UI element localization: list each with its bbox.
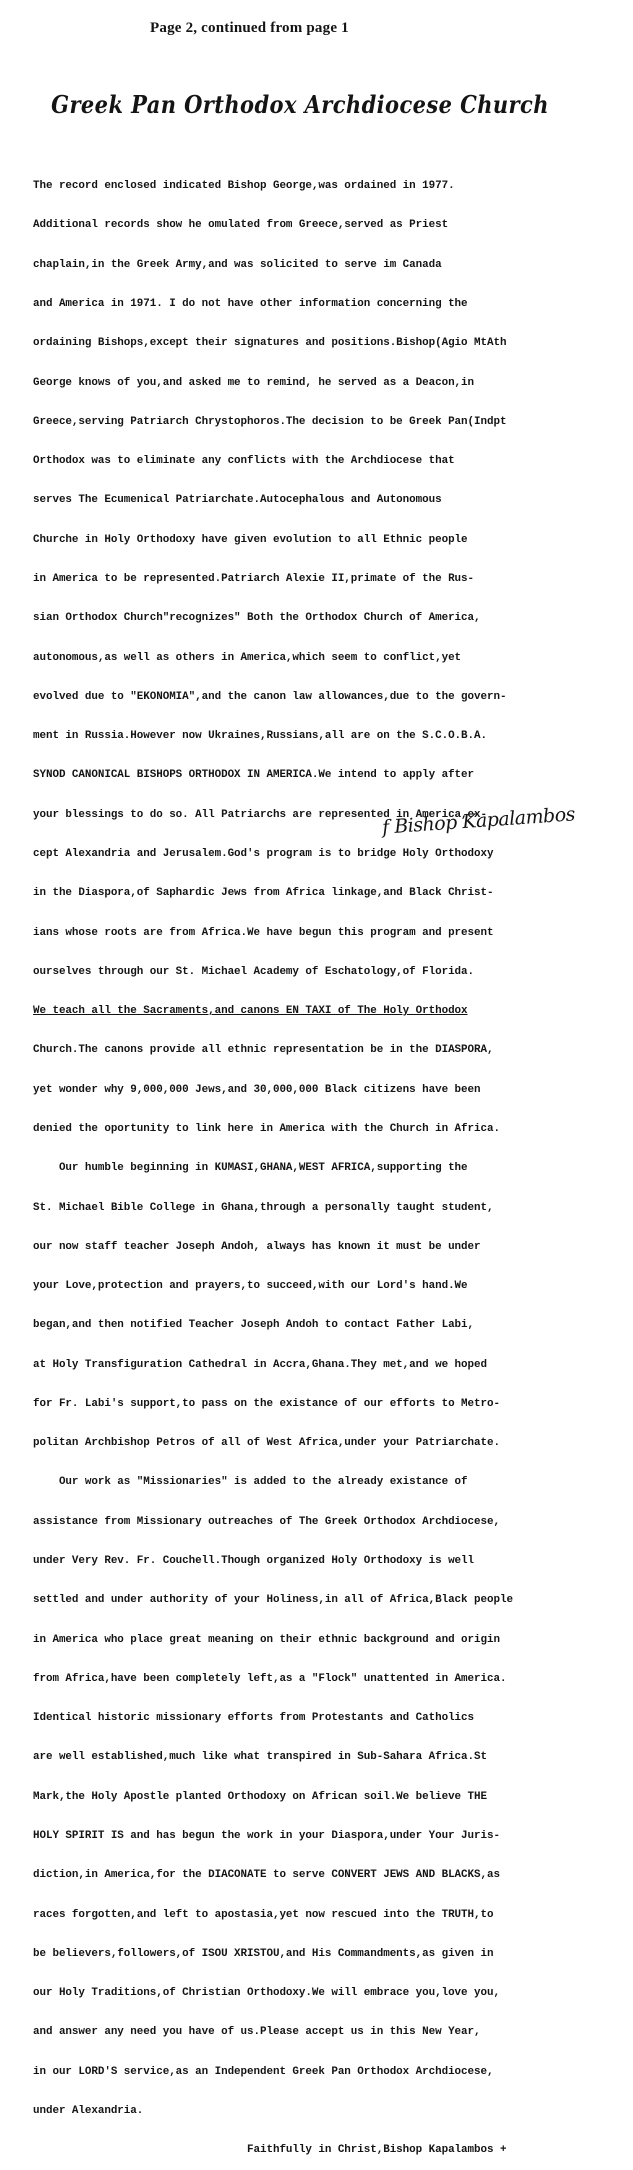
letter-line: St. Michael Bible College in Ghana,through a personally taught student, [33,1201,494,1214]
letter-line: George knows of you,and asked me to remind, he served as a Deacon,in [33,376,475,389]
letter-line: settled and under authority of your Holiness,in all of Africa,Black people [33,1594,513,1607]
letter-line: in the Diaspora,of Saphardic Jews from Africa linkage,and Black Christ- [33,887,494,900]
letter-line: ment in Russia.However now Ukraines,Russians,all are on the S.C.O.B.A. [33,730,487,743]
letter-line: politan Archbishop Petros of all of West Africa,under your Patriarchate. [33,1437,500,1450]
letter-line: at Holy Transfiguration Cathedral in Accra,Ghana.They met,and we hoped [33,1358,487,1371]
letter-line: SYNOD CANONICAL BISHOPS ORTHODOX IN AMERICA.We intend to apply after [33,769,475,782]
letter-line: cept Alexandria and Jerusalem.God's program is to bridge Holy Orthodoxy [33,847,494,860]
letter-line: serves The Ecumenical Patriarchate.Autocephalous and Autonomous [33,494,442,507]
letter-line: our now staff teacher Joseph Andoh, always has known it must be under [33,1240,481,1253]
letter-line: Additional records show he omulated from Greece,served as Priest [33,219,449,232]
letter-line: Churche in Holy Orthodoxy have given evolution to all Ethnic people [33,533,468,546]
letter-line: ordaining Bishops,except their signatures and positions.Bishop(Agio MtAth [33,337,507,350]
letter-line: for Fr. Labi's support,to pass on the existance of our efforts to Metro- [33,1397,500,1410]
letter-line: in our LORD'S service,as an Independent Greek Pan Orthodox Archdiocese, [33,2065,494,2078]
page-continuation-heading: Page 2, continued from page 1 [150,20,349,36]
letter-line: Orthodox was to eliminate any conflicts with the Archdiocese that [33,455,455,468]
handwritten-signature: f Bishop Kapalambos [381,803,576,839]
document-title: Greek Pan Orthodox Archdiocese Church [51,90,549,119]
letter-line: yet wonder why 9,000,000 Jews,and 30,000,000 Black citizens have been [33,1083,481,1096]
letter-line: Church.The canons provide all ethnic representation be in the DIASPORA, [33,1044,494,1057]
letter-line: diction,in America,for the DIACONATE to serve CONVERT JEWS AND BLACKS,as [33,1869,500,1882]
letter-line: Our work as "Missionaries" is added to the already existance of [33,1476,468,1489]
letter-line: under Very Rev. Fr. Couchell.Though organized Holy Orthodoxy is well [33,1555,475,1568]
letter-line: chaplain,in the Greek Army,and was solicited to serve im Canada [33,258,442,271]
letter-line: under Alexandria. [33,2104,144,2117]
letter-line: HOLY SPIRIT IS and has begun the work in your Diaspora,under Your Juris- [33,1830,500,1842]
letter-line: and answer any need you have of us.Please accept us in this New Year, [33,2026,481,2039]
letter-line: races forgotten,and left to apostasia,yet now rescued into the TRUTH,to [33,1908,494,1921]
closing-line: Faithfully in Christ,Bishop Kapalambos + [33,2144,507,2157]
letter-line: in America who place great meaning on their ethnic background and origin [33,1633,500,1646]
letter-line: evolved due to "EKONOMIA",and the canon law allowances,due to the govern- [33,690,507,703]
letter-line-underlined: We teach all the Sacraments,and canons EN TAXI of The Holy Orthodox [33,1005,468,1018]
letter-line: denied the oportunity to link here in America with the Church in Africa. [33,1122,500,1135]
letter-line: ians whose roots are from Africa.We have begun this program and present [33,926,494,939]
letter-line: in America to be represented.Patriarch Alexie II,primate of the Rus- [33,573,475,585]
letter-line: be believers,followers,of ISOU XRISTOU,and His Commandments,as given in [33,1947,494,1960]
letter-line: are well established,much like what transpired in Sub-Sahara Africa.St [33,1751,487,1764]
letter-line: began,and then notified Teacher Joseph Andoh to contact Father Labi, [33,1319,475,1332]
letter-line: and America in 1971. I do not have other information concerning the [33,298,468,311]
letter-line: autonomous,as well as others in America,which seem to conflict,yet [33,651,462,664]
letter-line: your blessings to do so. All Patriarchs are represented in America,ex- [33,808,487,821]
letter-line: your Love,protection and prayers,to succeed,with our Lord's hand.We [33,1280,468,1293]
letter-line: our Holy Traditions,of Christian Orthodoxy.We will embrace you,love you, [33,1987,500,2000]
letter-line: Identical historic missionary efforts from Protestants and Catholics [33,1712,475,1725]
letter-body [33,154,633,2170]
letter-line: Greece,serving Patriarch Chrystophoros.The decision to be Greek Pan(Indpt [33,415,507,428]
letter-line: Our humble beginning in KUMASI,GHANA,WEST AFRICA,supporting the [33,1162,468,1175]
letter-line: The record enclosed indicated Bishop George,was ordained in 1977. [33,180,455,193]
letter-line: sian Orthodox Church"recognizes" Both the Orthodox Church of America, [33,612,481,625]
letter-line: ourselves through our St. Michael Academy of Eschatology,of Florida. [33,965,475,978]
letter-line: from Africa,have been completely left,as a "Flock" unattented in America. [33,1672,507,1685]
letter-line: assistance from Missionary outreaches of The Greek Orthodox Archdiocese, [33,1515,500,1528]
letter-line: Mark,the Holy Apostle planted Orthodoxy on African soil.We believe THE [33,1790,487,1803]
